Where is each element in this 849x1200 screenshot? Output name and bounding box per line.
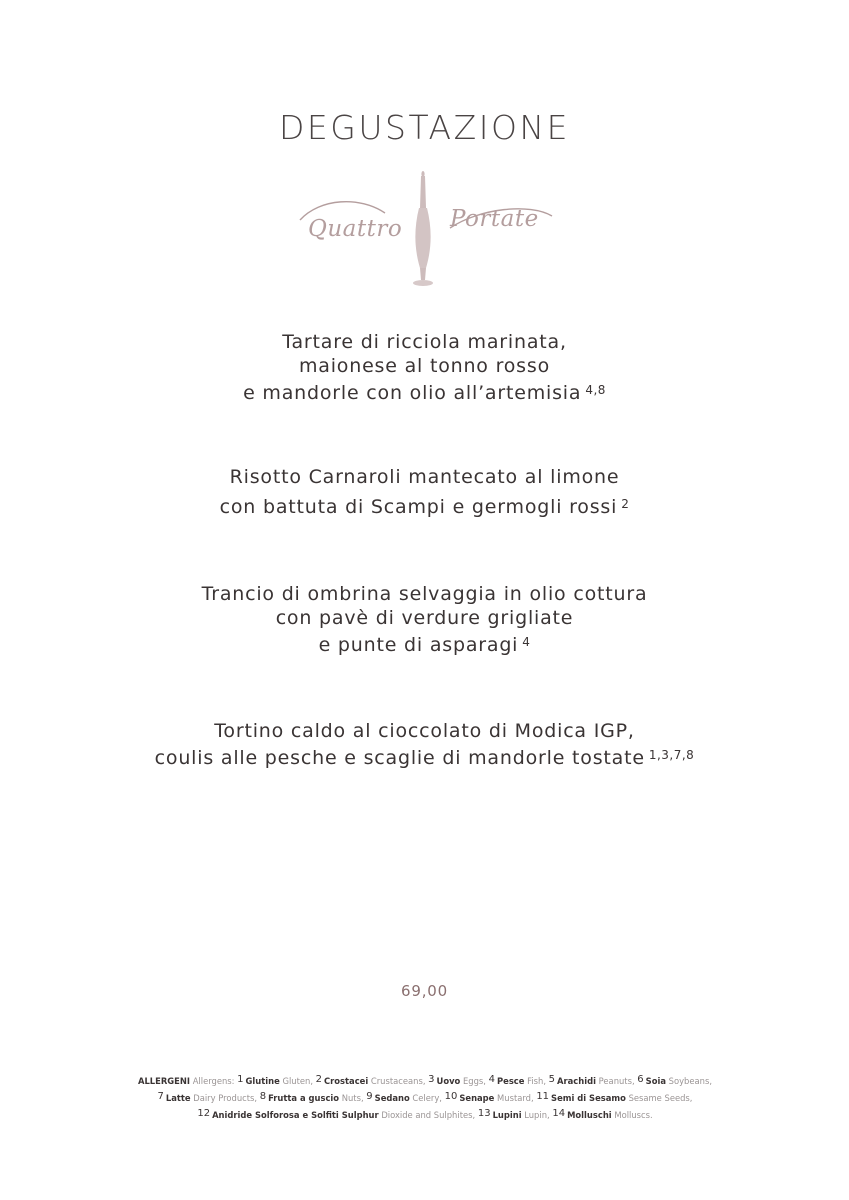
- course-1-allergens: 4,8: [585, 383, 606, 397]
- menu-title: DEGUSTAZIONE: [279, 108, 570, 147]
- course-2-line-1: Risotto Carnaroli mantecato al limone: [229, 466, 620, 488]
- course-1-line-3-wrap: [0, 378, 849, 405]
- allergen-name-it: Latte: [165, 1093, 191, 1103]
- allergen-name-it: Soia: [645, 1076, 666, 1086]
- allergen-item: [486, 1076, 546, 1086]
- allergen-number: 11: [536, 1091, 550, 1102]
- course-4: [0, 719, 849, 770]
- course-3-allergens: 4: [522, 635, 531, 649]
- allergen-number: 12: [197, 1108, 211, 1119]
- allergen-number: 1: [237, 1074, 244, 1085]
- knife-icon: [413, 171, 433, 286]
- allergen-name-it: Molluschi: [567, 1110, 612, 1120]
- quattro-portate-emblem: [290, 168, 560, 293]
- allergen-name-it: Semi di Sesamo: [551, 1093, 626, 1103]
- allergen-name-en: Nuts,: [341, 1093, 364, 1103]
- allergen-item: [635, 1076, 712, 1086]
- course-3-line-1: Trancio di ombrina selvaggia in olio cottura: [201, 583, 648, 605]
- allergen-header-en: Allergens:: [192, 1076, 235, 1086]
- course-2-line-2-wrap: [0, 492, 849, 519]
- course-2-line-2: con battuta di Scampi e germogli rossi: [219, 496, 618, 518]
- allergen-number: 2: [315, 1074, 323, 1085]
- allergen-name-en: Gluten,: [282, 1076, 313, 1086]
- allergen-number: 6: [637, 1074, 644, 1085]
- allergen-item: [475, 1110, 550, 1120]
- allergen-item: [546, 1076, 635, 1086]
- allergen-name-en: Eggs,: [463, 1076, 486, 1086]
- course-1: [0, 330, 849, 405]
- allergen-name-it: Pesce: [497, 1076, 525, 1086]
- allergen-name-en: Lupin,: [524, 1110, 550, 1120]
- allergen-item: [197, 1110, 475, 1120]
- allergen-number: 7: [157, 1091, 164, 1102]
- allergen-name-it: Lupini: [492, 1110, 522, 1120]
- allergen-number: 4: [488, 1074, 495, 1085]
- course-4-line-1: Tortino caldo al cioccolato di Modica IGP,: [214, 720, 635, 742]
- allergen-name-it: Glutine: [245, 1076, 280, 1086]
- allergen-name-it: Frutta a guscio: [268, 1093, 340, 1103]
- allergen-item: [442, 1093, 534, 1103]
- allergen-name-it: Uovo: [436, 1076, 461, 1086]
- allergen-name-it: Arachidi: [557, 1076, 596, 1086]
- allergen-item: [257, 1093, 364, 1103]
- menu-price: 69,00: [401, 982, 448, 1000]
- allergen-number: 14: [552, 1108, 566, 1119]
- allergen-name-it: Crostacei: [324, 1076, 369, 1086]
- allergen-item: [534, 1093, 693, 1103]
- allergen-item: [426, 1076, 486, 1086]
- allergen-name-en: Crustaceans,: [370, 1076, 426, 1086]
- course-1-line-2: maionese al tonno rosso: [298, 355, 551, 377]
- allergen-name-en: Peanuts,: [598, 1076, 635, 1086]
- course-4-line-2-wrap: [0, 743, 849, 770]
- course-1-line-1: Tartare di ricciola marinata,: [282, 331, 567, 353]
- allergen-number: 5: [548, 1074, 556, 1085]
- allergen-name-en: Soybeans,: [668, 1076, 712, 1086]
- allergen-name-it: Anidride Solforosa e Solfiti Sulphur: [212, 1110, 379, 1120]
- course-4-line-2: coulis alle pesche e scaglie di mandorle tostate: [154, 747, 645, 769]
- course-2-allergens: 2: [621, 497, 630, 511]
- allergen-items: [158, 1076, 712, 1120]
- subtitle-left: Quattro: [308, 216, 403, 242]
- emblem-graphic: [290, 168, 560, 293]
- allergen-number: 9: [366, 1091, 373, 1102]
- allergen-name-en: Celery,: [412, 1093, 442, 1103]
- course-3-line-2: con pavè di verdure grigliate: [275, 607, 574, 629]
- allergen-name-en: Dairy Products,: [193, 1093, 258, 1103]
- allergen-number: 13: [477, 1108, 491, 1119]
- allergen-item: [158, 1093, 258, 1103]
- allergen-item: [313, 1076, 426, 1086]
- course-3-line-3-wrap: [0, 630, 849, 657]
- subtitle-right: Portate: [450, 206, 539, 232]
- allergen-name-it: Sedano: [374, 1093, 410, 1103]
- course-3: [0, 582, 849, 657]
- course-1-line-3: e mandorle con olio all’artemisia: [243, 382, 582, 404]
- allergen-item: [237, 1076, 313, 1086]
- allergen-number: 3: [428, 1074, 435, 1085]
- course-4-allergens: 1,3,7,8: [648, 748, 695, 762]
- allergen-name-en: Dioxide and Sulphites,: [381, 1110, 476, 1120]
- allergen-number: 10: [444, 1091, 458, 1102]
- allergen-name-en: Mustard,: [497, 1093, 534, 1103]
- allergen-number: 8: [259, 1091, 267, 1102]
- allergen-header: ALLERGENI: [137, 1076, 191, 1086]
- allergen-item: [364, 1093, 442, 1103]
- allergen-name-en: Fish,: [527, 1076, 546, 1086]
- allergen-name-en: Molluscs.: [614, 1110, 653, 1120]
- course-3-line-3: e punte di asparagi: [318, 634, 519, 656]
- allergen-name-it: Senape: [459, 1093, 495, 1103]
- allergen-item: [550, 1110, 653, 1120]
- allergen-name-en: Sesame Seeds,: [628, 1093, 693, 1103]
- course-2: [0, 465, 849, 519]
- allergen-legend: [80, 1072, 770, 1123]
